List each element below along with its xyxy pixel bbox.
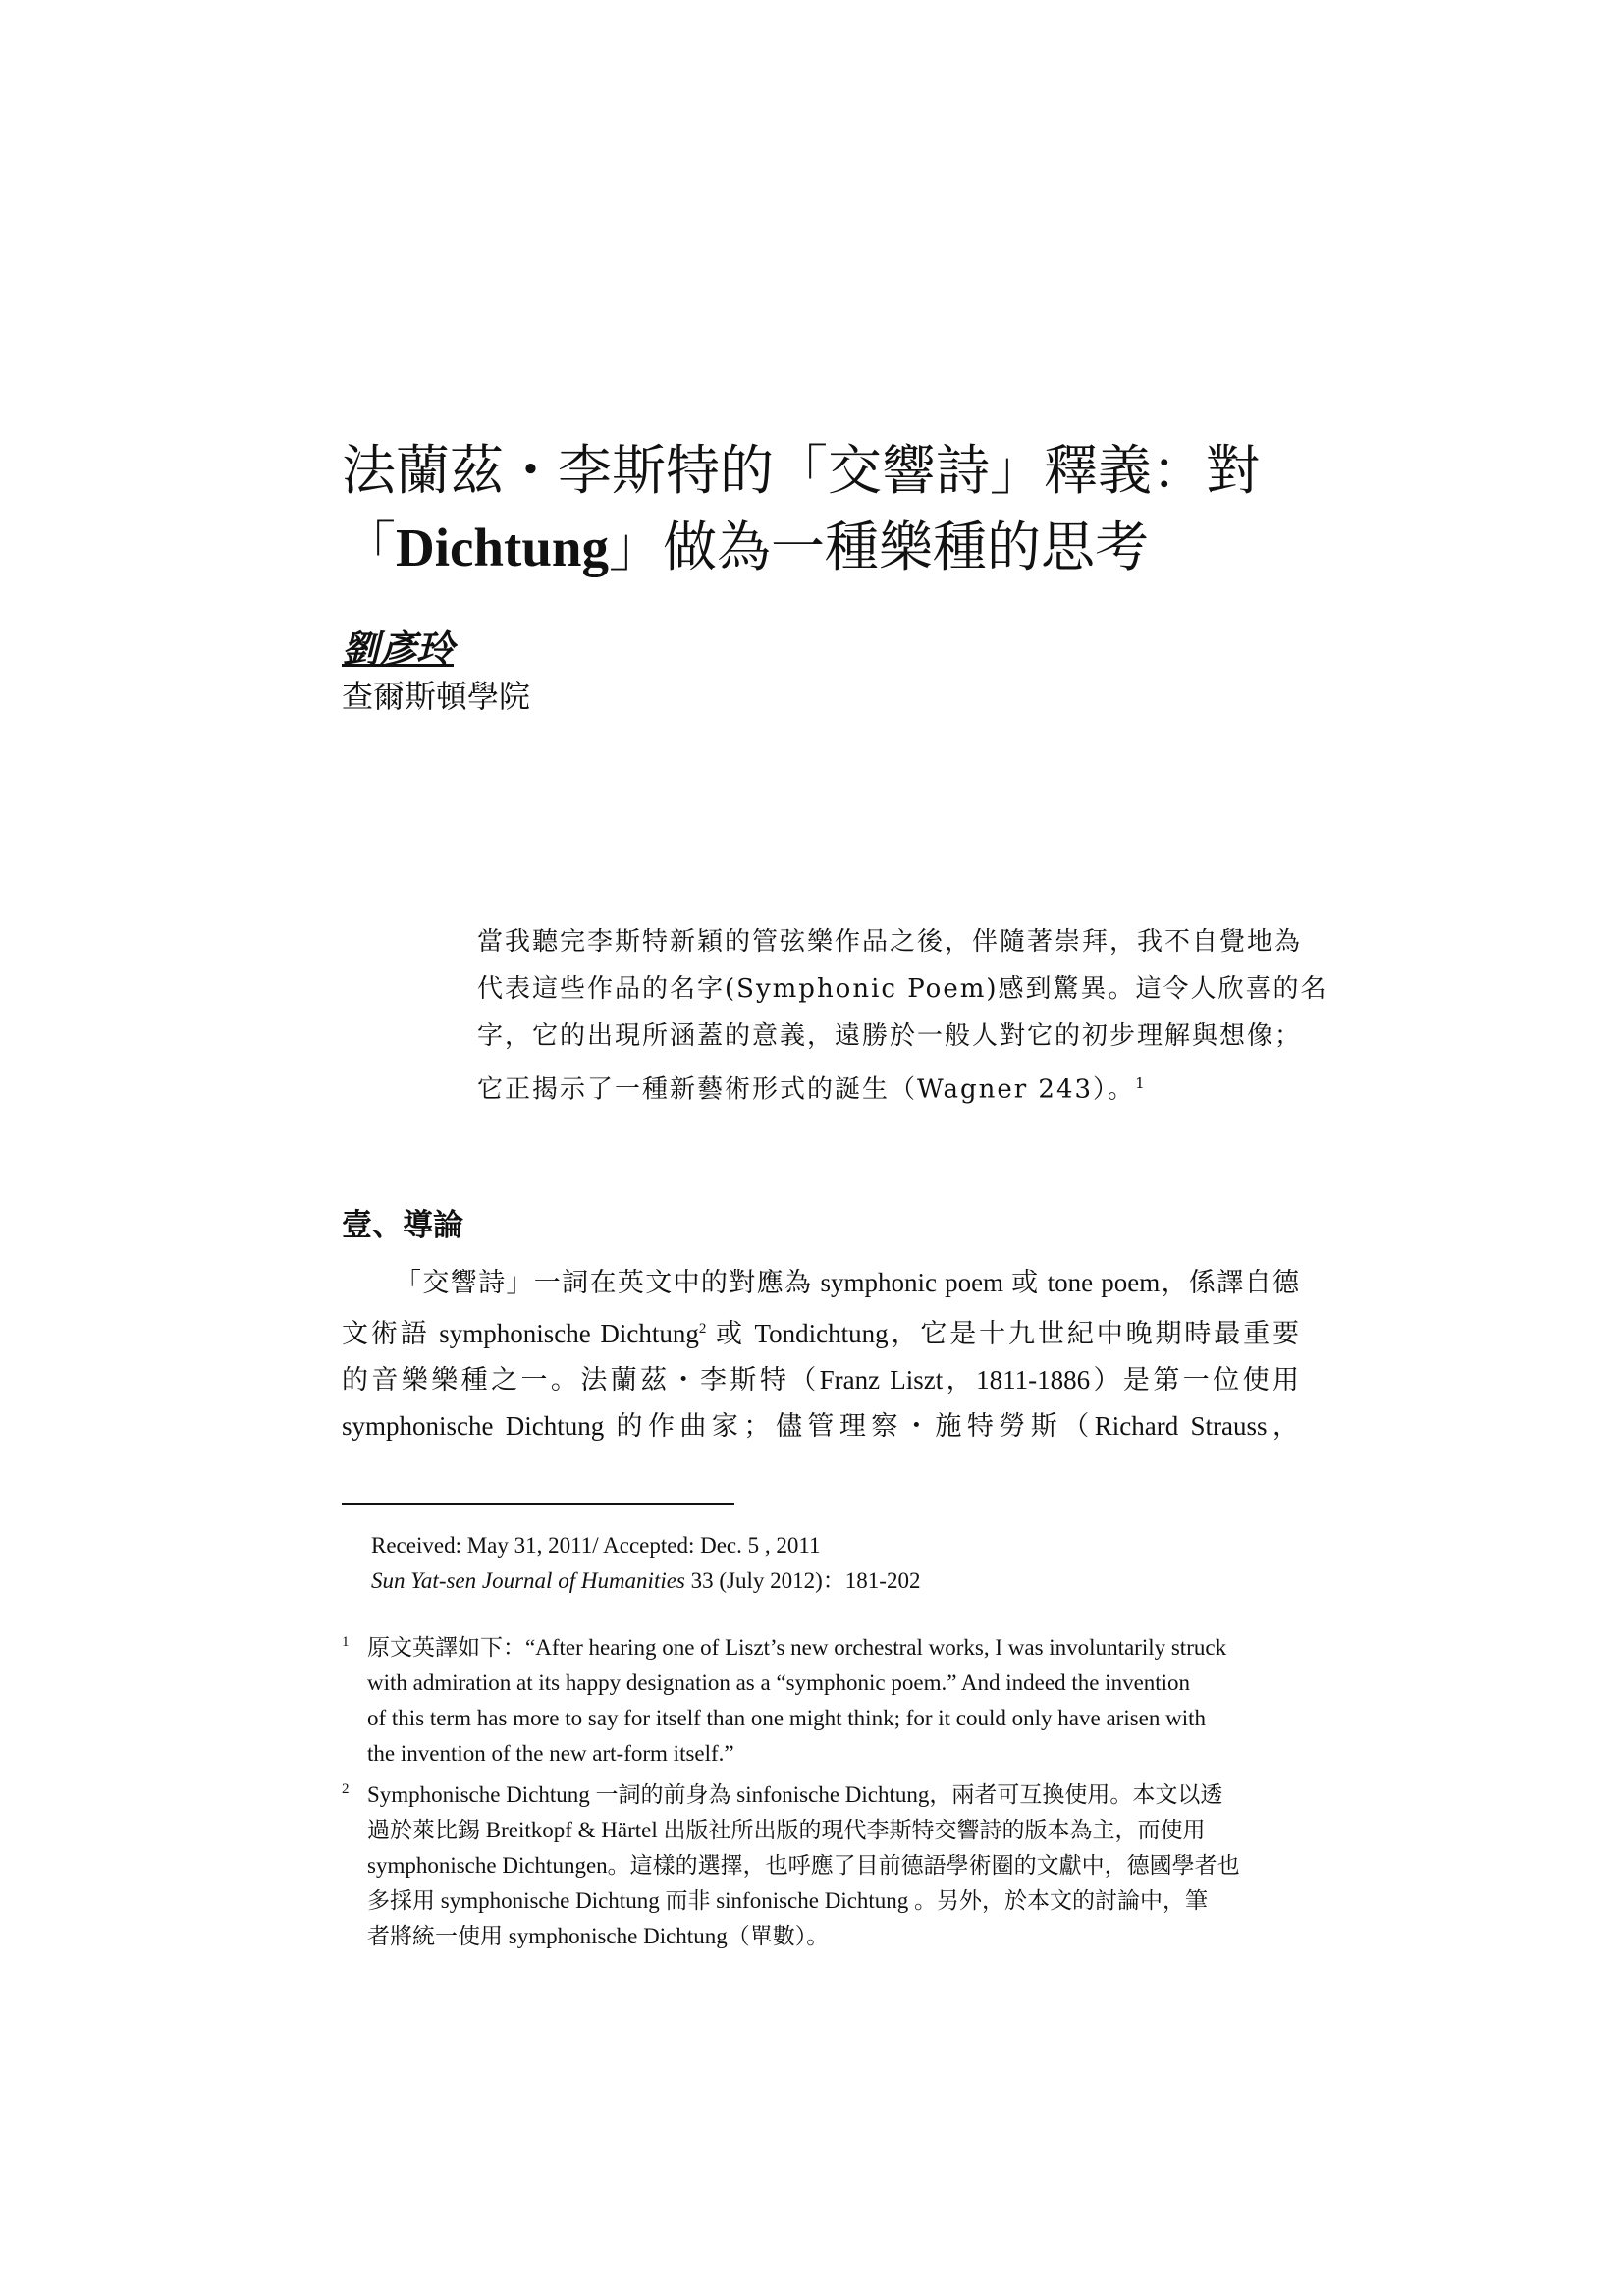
title-line-2-open: 「 — [342, 516, 397, 578]
epigraph-line-3: 字，它的出現所涵蓋的意義，遠勝於一般人對它的初步理解與想像； — [477, 1021, 1303, 1051]
section-heading: 壹、導論 — [342, 1208, 463, 1243]
footnote-divider — [342, 1503, 734, 1505]
epigraph-line-4 — [477, 1060, 1297, 1114]
footnote-1-line-4: the invention of the new art-form itself.” — [367, 1741, 734, 1766]
epigraph-line-1: 當我聽完李斯特新穎的管弦樂作品之後，伴隨著崇拜，我不自覺地為 — [477, 927, 1303, 957]
footnote-2-line-3: symphonische Dichtungen。這樣的選擇，也呼應了目前德語學術圈的文獻中，德國學者也 — [367, 1853, 1240, 1878]
footnote-1-line-3: of this term has more to say for itself than one might think; for it could only have arisen with — [367, 1706, 1207, 1730]
received-info — [371, 1528, 920, 1599]
body-line-2-part-a: 文術語 symphonische Dichtung — [342, 1319, 699, 1348]
page-title — [342, 432, 1304, 586]
epigraph-quote — [477, 918, 1328, 1114]
body-line-4: symphonische Dichtung 的作曲家；儘管理察・施特勞斯（Richard Strauss， — [342, 1411, 1299, 1441]
footnote-2-mark: 2 — [342, 1781, 350, 1797]
journal-issue: 33 (July 2012)：181-202 — [684, 1568, 921, 1593]
body-line-1: 「交響詩」一詞在英文中的對應為 symphonic poem 或 tone poem，係譯自德 — [395, 1268, 1299, 1297]
journal-citation — [371, 1563, 920, 1599]
body-line-2 — [342, 1306, 1299, 1357]
title-line-2-rest: 」做為一種樂種的思考 — [609, 516, 1150, 578]
footnote-2 — [342, 1777, 1299, 1954]
footnote-2-line-4: 多採用 symphonische Dichtung 而非 sinfonische Dichtung 。另外，於本文的討論中，筆 — [367, 1888, 1209, 1913]
received-dates: Received: May 31, 2011/ Accepted: Dec. 5 , 2011 — [371, 1533, 821, 1558]
epigraph-line-4-text: 它正揭示了一種新藝術形式的誕生（Wagner 243）。 — [477, 1074, 1136, 1105]
footnotes — [342, 1630, 1299, 1960]
footnote-ref-1[interactable]: 1 — [1135, 1074, 1147, 1092]
title-line-2-keyword: Dichtung — [396, 518, 610, 577]
title-line-1: 法蘭茲・李斯特的「交響詩」釋義：對 — [342, 439, 1261, 502]
journal-name: Sun Yat-sen Journal of Humanities — [371, 1568, 685, 1593]
footnote-1-line-1: 原文英譯如下：“After hearing one of Liszt’s new orchestral works, I was involuntarily struck — [367, 1635, 1227, 1660]
body-line-2-part-b: 或 Tondichtung，它是十九世紀中晚期時最重要 — [716, 1319, 1299, 1348]
footnote-1-line-2: with admiration at its happy designation as a “symphonic poem.” And indeed the invention — [367, 1670, 1191, 1695]
footnote-2-line-5: 者將統一使用 symphonische Dichtung（單數）。 — [367, 1924, 830, 1948]
footnote-ref-2[interactable]: 2 — [698, 1321, 707, 1337]
author-name: 劉彥玲 — [342, 628, 455, 671]
footnote-2-line-2: 過於萊比錫 Breitkopf & Härtel 出版社所出版的現代李斯特交響詩的版本為主，而使用 — [367, 1818, 1206, 1842]
author-affiliation: 查爾斯頓學院 — [342, 678, 531, 715]
body-paragraph — [342, 1260, 1299, 1449]
body-line-3: 的音樂樂種之一。法蘭茲・李斯特（Franz Liszt，1811-1886）是第一位使用 — [342, 1365, 1299, 1394]
epigraph-line-2: 代表這些作品的名字(Symphonic Poem)感到驚異。這令人欣喜的名 — [477, 974, 1328, 1004]
footnote-1 — [342, 1630, 1299, 1772]
footnote-2-line-1: Symphonische Dichtung 一詞的前身為 sinfonische Dichtung，兩者可互換使用。本文以透 — [367, 1782, 1223, 1807]
footnote-1-mark: 1 — [342, 1634, 350, 1650]
